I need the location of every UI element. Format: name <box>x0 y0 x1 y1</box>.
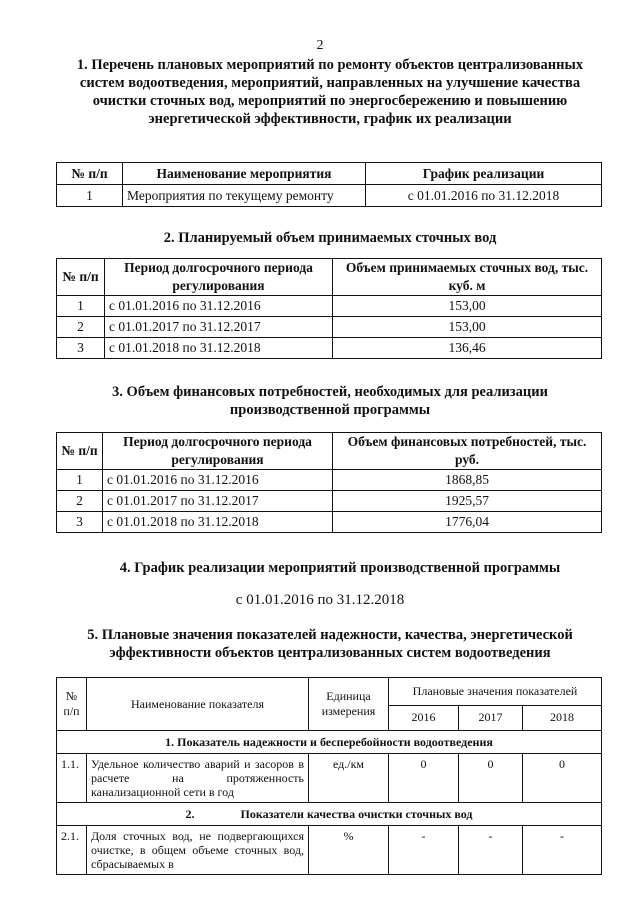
row-num: 3 <box>57 512 103 533</box>
col-period-header: Период долгосрочного периода регулирования <box>105 259 333 296</box>
indicators-table <box>56 677 602 875</box>
row-num: 2 <box>57 491 103 512</box>
col-num-header: № п/п <box>57 678 87 731</box>
col-num-header: № п/п <box>57 163 123 185</box>
row-period: с 01.01.2018 по 31.12.2018 <box>103 512 333 533</box>
row-period: с 01.01.2017 по 31.12.2017 <box>105 317 333 338</box>
row-schedule: с 01.01.2016 по 31.12.2018 <box>366 185 602 207</box>
group2-title <box>57 803 602 826</box>
table-row <box>57 185 602 207</box>
row-unit: ед./км <box>309 754 389 803</box>
table-section-row <box>57 731 602 754</box>
row-value-2016: 0 <box>389 754 459 803</box>
row-value: 153,00 <box>333 317 602 338</box>
table-row <box>57 317 602 338</box>
col-schedule-header: График реализации <box>366 163 602 185</box>
col-year-2018: 2018 <box>523 705 602 730</box>
group2-num: 2. <box>185 807 195 821</box>
row-num: 1.1. <box>57 754 87 803</box>
table-row <box>57 754 602 803</box>
table-row <box>57 338 602 359</box>
row-num: 1 <box>57 296 105 317</box>
col-period-header: Период долгосрочного периода регулирования <box>103 433 333 470</box>
row-num: 1 <box>57 185 123 207</box>
table-header-row <box>57 433 602 470</box>
table-header-row <box>57 163 602 185</box>
wastewater-volume-table <box>56 258 602 359</box>
col-num-header: № п/п <box>57 259 105 296</box>
table-row <box>57 826 602 875</box>
section1-title: 1. Перечень плановых мероприятий по ремонту объектов централизованных систем водоотведения, мероприятий, направленных на улучшение качества очистки сточных вод, мероприятий по энергосбережению и повышению энергетической эффективности, график их реализации <box>76 57 584 127</box>
section2-title: 2. Планируемый объем принимаемых сточных вод <box>163 230 497 246</box>
col-year-2017: 2017 <box>459 705 523 730</box>
row-num: 2 <box>57 317 105 338</box>
section4-period: с 01.01.2016 по 31.12.2018 <box>235 592 405 608</box>
row-num: 1 <box>57 470 103 491</box>
row-period: с 01.01.2016 по 31.12.2016 <box>105 296 333 317</box>
row-value: 1925,57 <box>333 491 602 512</box>
col-year-2016: 2016 <box>389 705 459 730</box>
row-indicator-name: Доля сточных вод, не подвергающихся очистке, в общем объеме сточных вод, сбрасываемых в <box>87 826 309 875</box>
financial-needs-table <box>56 432 602 533</box>
col-planned-header: Плановые значения показателей <box>389 678 602 706</box>
col-finance-header: Объем финансовых потребностей, тыс. руб. <box>333 433 602 470</box>
row-period: с 01.01.2016 по 31.12.2016 <box>103 470 333 491</box>
table-header-row <box>57 678 602 706</box>
row-num: 3 <box>57 338 105 359</box>
row-value: 153,00 <box>333 296 602 317</box>
table-section-row <box>57 803 602 826</box>
col-num-header: № п/п <box>57 433 103 470</box>
row-value-2018: - <box>523 826 602 875</box>
table-row <box>57 512 602 533</box>
col-name-header: Наименование мероприятия <box>123 163 366 185</box>
page-number: 2 <box>316 38 324 53</box>
group1-title: 1. Показатель надежности и бесперебойности водоотведения <box>57 731 602 754</box>
row-num: 2.1. <box>57 826 87 875</box>
section5-title: 5. Плановые значения показателей надежности, качества, энергетической эффективности объектов централизованных систем водоотведения <box>87 627 573 661</box>
row-value-2017: - <box>459 826 523 875</box>
row-value-2017: 0 <box>459 754 523 803</box>
row-value-2016: - <box>389 826 459 875</box>
row-period: с 01.01.2017 по 31.12.2017 <box>103 491 333 512</box>
section4-title: 4. График реализации мероприятий производственной программы <box>119 560 561 576</box>
col-name-header: Наименование показателя <box>87 678 309 731</box>
row-value-2018: 0 <box>523 754 602 803</box>
row-value: 1868,85 <box>333 470 602 491</box>
section3-title: 3. Объем финансовых потребностей, необходимых для реализации производственной программы <box>112 384 548 418</box>
row-value: 1776,04 <box>333 512 602 533</box>
activities-table <box>56 162 602 207</box>
col-volume-header: Объем принимаемых сточных вод, тыс. куб. м <box>333 259 602 296</box>
table-row <box>57 491 602 512</box>
row-period: с 01.01.2018 по 31.12.2018 <box>105 338 333 359</box>
col-unit-header: Единица измерения <box>309 678 389 731</box>
table-row <box>57 470 602 491</box>
row-indicator-name: Удельное количество аварий и засоров в расчете на протяженность канализационной сети в год <box>87 754 309 803</box>
row-unit: % <box>309 826 389 875</box>
table-row <box>57 296 602 317</box>
row-activity-name: Мероприятия по текущему ремонту <box>123 185 366 207</box>
table-header-row <box>57 259 602 296</box>
group2-title-text: Показатели качества очистки сточных вод <box>240 807 473 821</box>
row-value: 136,46 <box>333 338 602 359</box>
